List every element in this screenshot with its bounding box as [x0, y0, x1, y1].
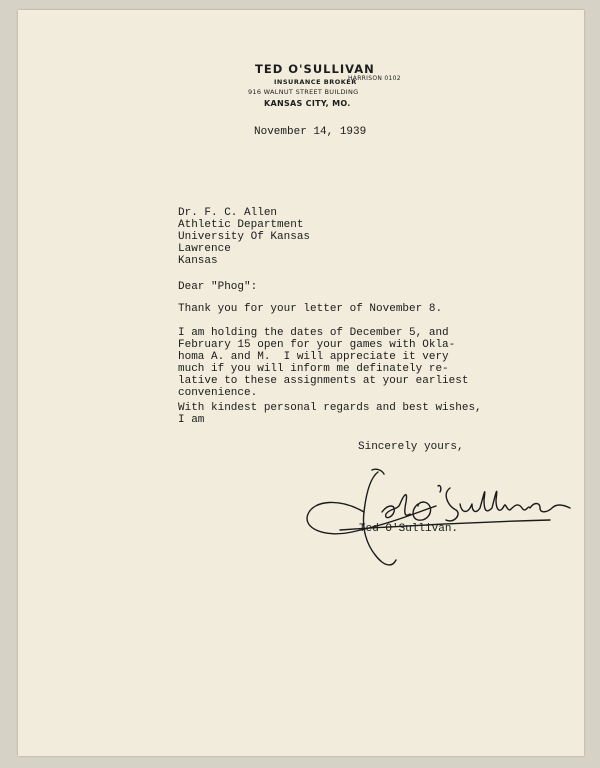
body-paragraph-2 [178, 327, 468, 399]
body-line: much if you will inform me definately re- [178, 363, 449, 375]
recipient-line: Kansas [178, 255, 218, 267]
recipient-line: Athletic Department [178, 219, 304, 231]
letterhead-title: INSURANCE BROKER [274, 78, 357, 86]
body-paragraph-1: Thank you for your letter of November 8. [178, 303, 443, 315]
body-line: lative to these assignments at your earliest [178, 375, 469, 387]
body-line: February 15 open for your games with Okla- [178, 339, 456, 351]
salutation: Dear "Phog": [178, 281, 258, 293]
recipient-line: Lawrence [178, 243, 231, 255]
body-line: convenience. [178, 387, 258, 399]
recipient-line: Dr. F. C. Allen [178, 207, 278, 219]
letter-page [18, 10, 584, 756]
body-line: I am [178, 414, 205, 426]
body-line: With kindest personal regards and best wishes, [178, 402, 482, 414]
handwritten-signature [300, 464, 582, 574]
letterhead-name: TED O'SULLIVAN [255, 62, 375, 76]
body-paragraph-3 [178, 402, 482, 426]
recipient-address [178, 207, 310, 267]
letter-date: November 14, 1939 [254, 126, 367, 138]
recipient-line: University Of Kansas [178, 231, 311, 243]
letterhead-phone: HARRISON 0102 [348, 75, 401, 82]
typed-signature-name: Ted O'Sullivan. [359, 523, 459, 535]
letterhead-city: KANSAS CITY, MO. [264, 99, 351, 108]
body-line: I am holding the dates of December 5, and [178, 327, 449, 339]
closing: Sincerely yours, [358, 441, 464, 453]
body-line: homa A. and M. I will appreciate it very [178, 351, 449, 363]
letterhead-address: 916 WALNUT STREET BUILDING [248, 88, 359, 96]
